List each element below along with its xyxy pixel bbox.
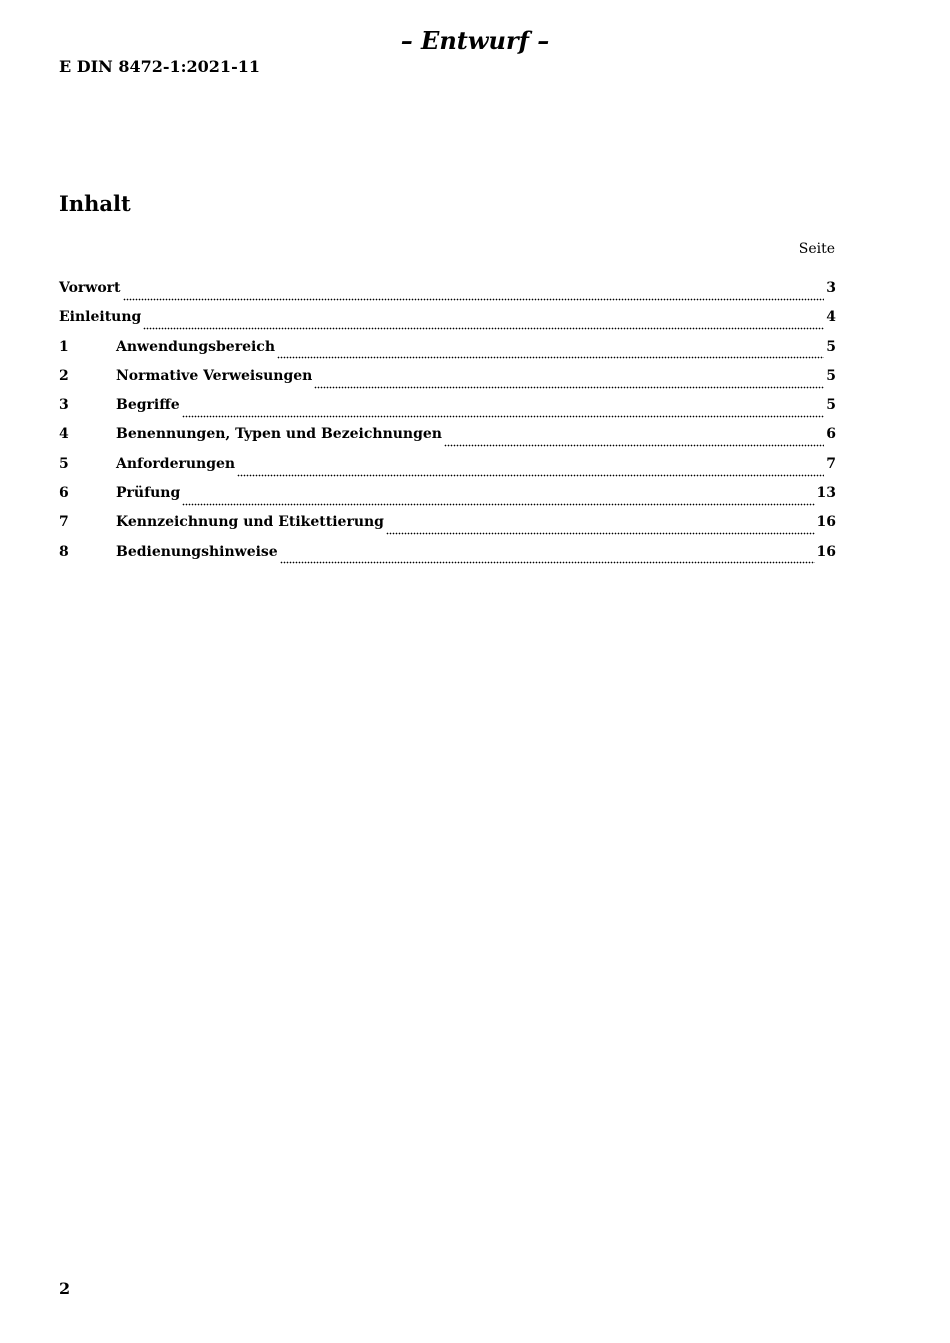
toc-entry-page: 13	[816, 485, 836, 502]
toc-dot-leader	[386, 532, 815, 536]
toc-entry-einleitung[interactable]	[59, 307, 836, 336]
table-of-contents	[59, 278, 836, 571]
toc-dot-leader	[237, 473, 824, 477]
toc-entry-6[interactable]	[59, 483, 836, 512]
toc-entry-title: Kennzeichnung und Etikettierung	[116, 514, 384, 531]
toc-entry-number: 1	[59, 338, 69, 355]
toc-entry-title: Begriffe	[116, 397, 180, 414]
toc-entry-title: Anforderungen	[116, 455, 236, 472]
toc-entry-title: Benennungen, Typen und Bezeichnungen	[116, 426, 442, 443]
page-number: 2	[59, 1279, 71, 1298]
toc-entry-3[interactable]	[59, 395, 836, 424]
toc-entry-title: Einleitung	[59, 309, 142, 326]
toc-entry-page: 16	[816, 543, 836, 560]
toc-dot-leader	[444, 444, 824, 448]
toc-entry-page: 16	[816, 514, 836, 531]
toc-entry-number: 6	[59, 485, 69, 502]
toc-entry-5[interactable]	[59, 454, 836, 483]
toc-entry-vorwort[interactable]	[59, 278, 836, 307]
toc-dot-leader	[123, 297, 825, 301]
toc-entry-number: 2	[59, 367, 69, 384]
toc-entry-1[interactable]	[59, 337, 836, 366]
toc-dot-leader	[280, 561, 815, 565]
toc-entry-page: 7	[826, 455, 836, 472]
toc-entry-page: 5	[826, 367, 836, 384]
toc-entry-7[interactable]	[59, 512, 836, 541]
toc-entry-title: Anwendungsbereich	[116, 338, 275, 355]
toc-entry-number: 7	[59, 514, 69, 531]
toc-entry-title: Normative Verweisungen	[116, 367, 313, 384]
toc-entry-title: Prüfung	[116, 485, 181, 502]
toc-entry-2[interactable]	[59, 366, 836, 395]
toc-entry-8[interactable]	[59, 542, 836, 571]
toc-entry-number: 8	[59, 543, 69, 560]
toc-entry-4[interactable]	[59, 424, 836, 453]
toc-entry-title: Bedienungshinweise	[116, 543, 278, 560]
toc-dot-leader	[277, 356, 824, 360]
toc-dot-leader	[182, 414, 825, 418]
toc-entry-page: 6	[826, 426, 836, 443]
draft-watermark-title: – Entwurf –	[400, 26, 550, 55]
document-identifier: E DIN 8472-1:2021-11	[59, 57, 260, 76]
toc-dot-leader	[182, 502, 814, 506]
toc-heading: Inhalt	[59, 191, 131, 216]
toc-dot-leader	[314, 385, 824, 389]
toc-entry-title: Vorwort	[59, 280, 121, 296]
toc-entry-page: 4	[826, 309, 836, 326]
toc-entry-number: 5	[59, 455, 69, 472]
toc-entry-number: 3	[59, 397, 69, 414]
toc-entry-page: 3	[826, 280, 836, 296]
toc-entry-page: 5	[826, 397, 836, 414]
toc-page-column-label: Seite	[798, 241, 835, 257]
toc-entry-page: 5	[826, 338, 836, 355]
toc-dot-leader	[143, 327, 824, 331]
toc-entry-number: 4	[59, 426, 69, 443]
